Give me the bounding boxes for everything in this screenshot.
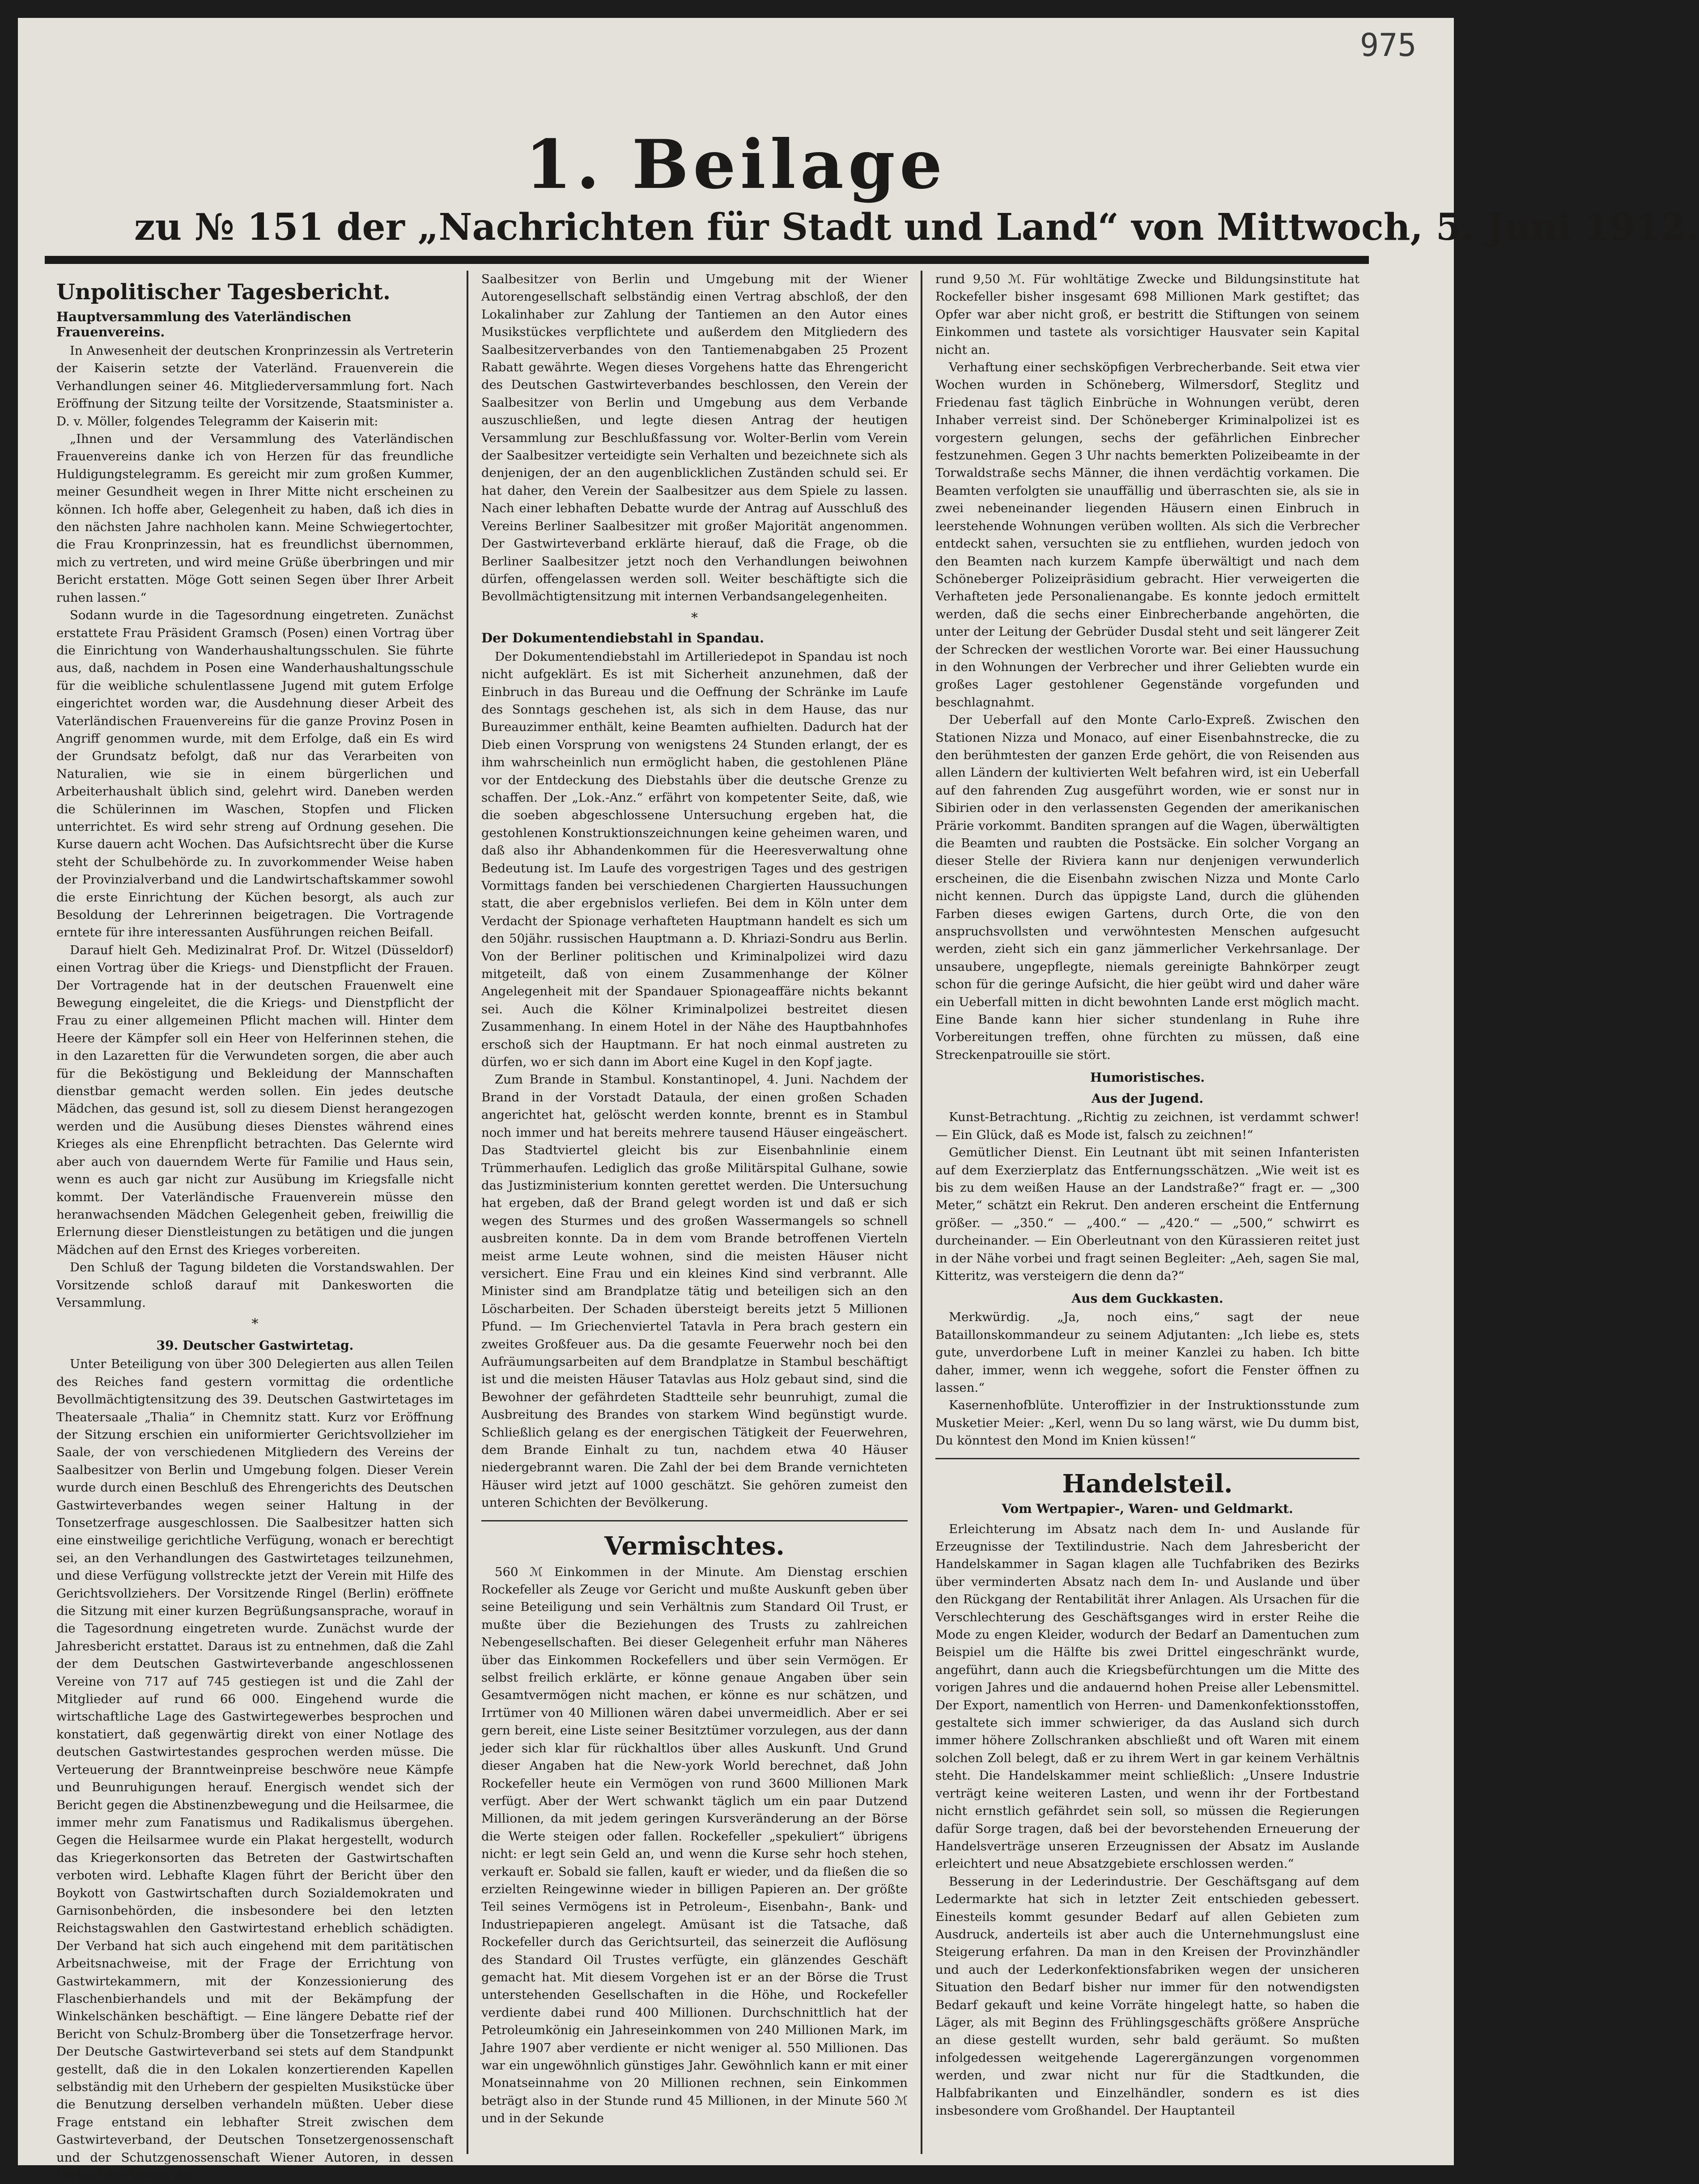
column-rule: [467, 271, 468, 2154]
column-2: [470, 271, 919, 2150]
article-paragraph: Gemütlicher Dienst. Ein Leutnant übt mit seinen Infanteristen auf dem Exerzierplatz das Entfernungsschätzen. „Wie weit ist es bis zu dem weißen Hause an der Landstraße?“ fragt er. — „300 Meter,“ schätzt ein Rekrut. Den anderen erscheint die Entfernung größer. — „350.“ — „400.“ — „420.“ — „500,“ schwirrt es durcheinander. — Ein Oberleutnant von den Kürassieren reitet just in der Nähe vorbei und fragt seinen Begleiter: „Aeh, sagen Sie mal, Kitteritz, was versteigern die denn da?“: [935, 1145, 1359, 1283]
article-paragraph: Sodann wurde in die Tagesordnung eingetreten. Zunächst erstattete Frau Präsident Gramsch (Posen) einen Vortrag über die Einrichtung von Wanderhaushaltungsschulen. Sie führte aus, daß, nachdem in Posen eine Wanderhaushaltungsschule für die weibliche schulentlassene Jugend mit gutem Erfolge eingerichtet worden war, die Ausdehnung dieser Arbeit des Vaterländischen Frauenvereins für die ganze Provinz Posen in Angriff genommen wurde, mit dem Erfolge, daß ein Es wird der Grundsatz befolgt, daß nur das Verarbeiten von Naturalien, wie sie in einem bürgerlichen und Arbeiterhaushalt üblich sind, gelehrt wird. Daneben werden die Schülerinnen im Waschen, Stopfen und Flicken unterrichtet. Es wird sehr streng auf Ordnung gesehen. Die Kurse dauern acht Wochen. Das Aufsichtsrecht über die Kurse steht der Schulbehörde zu. In zuvorkommender Weise haben der Provinzialverband und die Landwirtschaftskammer sowohl die erste Einrichtung der Küchen besorgt, als auch zur Besoldung der Lehrerinnen beigetragen. Die Vortragende erntete für ihre interessanten Ausführungen reichen Beifall.: [56, 608, 454, 940]
subsection-heading: Humoristisches.: [1090, 1070, 1205, 1085]
article-paragraph: Verhaftung einer sechsköpfigen Verbrecherbande. Seit etwa vier Wochen wurden in Schöneberg, Wilmersdorf, Steglitz und Friedenau fast täglich Einbrüche in Wohnungen verübt, deren Inhaber verreist sind. Der Schöneberger Kriminalpolizei ist es vorgestern gelungen, sechs der gefährlichen Einbrecher festzunehmen. Gegen 3 Uhr nachts bemerkten Polizeibeamte in der Torwaldstraße sechs Männer, die ihnen verdächtig vorkamen. Die Beamten verfolgten sie unauffällig und überraschten sie, als sie in zwei nebeneinander liegenden Häusern einen Einbruch in leerstehende Wohnungen verüben wollten. Als sich die Verbrecher entdeckt sahen, versuchten sie zu entfliehen, wurden jedoch von den Beamten nach kurzem Kampfe überwältigt und nach dem Schöneberger Polizeipräsidium gebracht. Hier verweigerten die Verhafteten jede Personalienangabe. Es konnte jedoch ermittelt werden, daß die sechs einer Einbrecherbande angehörten, die unter der Leitung der Gebrüder Dusdal steht und seit längerer Zeit der Schrecken der westlichen Vororte war. Bei einer Haussuchung in den Wohnungen der Verbrecher und ihrer Geliebten wurde ein großes Lager gestohlener Gegenstände vorgefunden und beschlagnahmt.: [935, 360, 1359, 710]
article-paragraph: Kasernenhofblüte. Unteroffizier in der Instruktionsstunde zum Musketier Meier: „Kerl, wenn Du so lang wärst, wie Du dumm bist, Du könntest den Mond im Knien küssen!“: [935, 1398, 1359, 1448]
article-heading: Hauptversammlung des Vaterländischen Frauenvereins.: [56, 309, 352, 340]
section-heading: Unpolitischer Tagesbericht.: [56, 280, 391, 305]
section-heading: Vermischtes.: [604, 1531, 785, 1561]
section-heading: Handelsteil.: [1062, 1469, 1233, 1499]
column-3: [924, 271, 1371, 2150]
article-paragraph: 560 ℳ Einkommen in der Minute. Am Dienstag erschien Rockefeller als Zeuge vor Gericht und mußte Auskunft geben über seine Beteiligung und sein Verhältnis zum Standard Oil Trust, er mußte über die Beziehungen des Trusts zu zahlreichen Nebengesellschaften. Bei dieser Gelegenheit erfuhr man Näheres über das Einkommen Rockefellers und über sein Vermögen. Er selbst freilich erklärte, er könne genaue Angaben über sein Gesamtvermögen nicht machen, er könne es nur schätzen, und Irrtümer von 40 Millionen wären dabei unvermeidlich. Aber er sei gern bereit, eine Liste seiner Besitztümer vorzulegen, aus der dann jeder sich klar für rückhaltlos über alles Auskunft. Und Grund dieser Angaben hat die New-york World berechnet, daß John Rockefeller heute ein Vermögen von rund 3600 Millionen Mark verfügt. Aber der Wert schwankt täglich um ein paar Dutzend Millionen, da mit jedem geringen Kursveränderung an der Börse die Werte steigen oder fallen. Rockefeller „spekuliert“ übrigens nicht: er legt sein Geld an, und wenn die Kurse sehr hoch stehen, verkauft er. Sobald sie fallen, kauft er wieder, und da fließen die so erzielten Reingewinne wieder in billigen Papieren an. Der größte Teil seines Vermögens ist in Petroleum-, Eisenbahn-, Bank- und Industriepapieren angelegt. Amüsant ist die Tatsache, daß Rockefeller durch das Gerichtsurteil, das seinerzeit die Auflösung des Standard Oil Trustes verfügte, ein glänzendes Geschäft gemacht hat. Mit diesem Vorgehen ist er an der Börse die Trust unterstehenden Gesellschaften in die Höhe, und Rockefeller verdiente dabei rund 400 Millionen. Durchschnittlich hat der Petroleumkönig ein Jahreseinkommen von 240 Millionen Mark, im Jahre 1907 aber verdiente er nicht weniger al. 550 Millionen. Das war ein ungewöhnlich günstiges Jahr. Gewöhnlich kann er mit einer Monatseinnahme von 20 Millionen rechnen, sein Einkommen beträgt also in der Stunde rund 45 Millionen, in der Minute 560 ℳ und in der Sekunde: [481, 1564, 908, 2126]
subsection-heading: Aus der Jugend.: [1091, 1091, 1204, 1106]
header-rule: [45, 256, 1369, 264]
issue-line: zu № 151 der „Nachrichten für Stadt und Land“ von Mittwoch, 5. Juni 1912.: [134, 206, 1699, 249]
article-paragraph: Erleichterung im Absatz nach dem In- und Auslande für Erzeugnisse der Textilindustrie. Nach dem Jahresbericht der Handelskammer in Sagan klagen alle Tuchfabriken des Bezirks über verminderten Absatz nach dem In- und Auslande und über den Rückgang der Rentabilität ihrer Anlagen. Als Ursachen für die Verschlechterung des Geschäftsganges wird in erster Reihe die Mode zu engen Kleider, wodurch der Bedarf an Damentuchen zum Beispiel um die Hälfte bis zwei Drittel eingeschränkt wurde, angeführt, dann auch die Kriegsbefürchtungen um die Mitte des vorigen Jahres und die andauernd hohen Preise aller Lebensmittel. Der Export, namentlich von Herren- und Damenkonfektionsstoffen, gestaltete sich immer schwieriger, da das Ausland sich durch immer höhere Zollschranken abschließt und oft Waren mit einem solchen Zoll belegt, daß er zu ihrem Wert in gar keinem Verhältnis steht. Die Handelskammer meint schließlich: „Unsere Industrie verträgt keine weiteren Lasten, und wenn ihr der Fortbestand nicht ernstlich gefährdet sein soll, so müssen die Regierungen dafür Sorge tragen, daß bei der bevorstehenden Erneuerung der Handelsverträge unseren Erzeugnissen der Absatz im Auslande erleichtert und neue Absatzgebiete erschlossen werden.“: [935, 1521, 1359, 1871]
article-paragraph: Der Ueberfall auf den Monte Carlo-Expreß. Zwischen den Stationen Nizza und Monaco, auf einer Eisenbahnstrecke, die zu den berühmtesten der ganzen Erde gehört, die von Reisenden aus allen Ländern der kultivierten Welt befahren wird, ist ein Ueberfall auf den fahrenden Zug ausgeführt worden, wie er sonst nur in Sibirien oder in den verlassensten Gegenden der amerikanischen Prärie vorkommt. Banditen sprangen auf die Wagen, überwältigten die Beamten und raubten die Postsäcke. Ein solcher Vorgang an dieser Stelle der Riviera kann nur denjenigen verwunderlich erscheinen, die die Eisenbahn zwischen Nizza und Monte Carlo nicht kennen. Durch das üppigste Land, durch die glühenden Farben dieses ewigen Gartens, durch Orte, die von den anspruchsvollsten und verwöhntesten Menschen aufgesucht werden, zieht sich ein ganz jämmerlicher Verkehrsanlage. Der unsaubere, ungepflegte, niemals gereinigte Bahnkörper zeugt schon für die geringe Aufsicht, die hier geübt wird und daher wäre ein Ueberfall mitten in dicht bewohnten Lande erst möglich macht. Eine Bande kann hier sicher stundenlang in Ruhe ihre Vorbereitungen treffen, ohne fürchten zu müssen, daß eine Streckenpatrouille sie stört.: [935, 713, 1359, 1062]
section-rule: [481, 1520, 908, 1521]
article-paragraph: Zum Brande in Stambul. Konstantinopel, 4. Juni. Nachdem der Brand in der Vorstadt Dataula, der einen großen Schaden angerichtet hat, gelöscht werden konnte, brennt es in Stambul noch immer und hat bereits mehrere tausend Häuser eingeäschert. Das Stadtviertel gleicht bis zur Eisenbahnlinie einem Trümmerhaufen. Lediglich das große Militärspital Gulhane, sowie das Justizministerium konnten gerettet werden. Die Untersuchung hat ergeben, daß der Brand gelegt worden ist und daß er sich wegen des Sturmes und des großen Wassermangels so schnell ausbreiten konnte. Da in dem vom Brande betroffenen Vierteln meist arme Leute wohnen, sind die meisten Häuser nicht versichert. Eine Frau und ein kleines Kind sind verbrannt. Alle Minister sind am Brandplatze tätig und beteiligen sich an den Löscharbeiten. Der Schaden übersteigt bereits jetzt 5 Millionen Pfund. — Im Griechenviertel Tatavla in Pera brach gestern ein zweites Großfeuer aus. Da die gesamte Feuerwehr noch bei den Aufräumungsarbeiten auf dem Brandplatze in Stambul beschäftigt ist und die meisten Häuser Tatavlas aus Holz gebaut sind, sind die Bewohner der gefährdeten Stadtteile sehr beunruhigt, zumal die Ausbreitung des Brandes von starkem Wind begünstigt wurde. Schließlich gelang es der energischen Tätigkeit der Feuerwehren, dem Brande Einhalt zu tun, nachdem etwa 40 Häuser niedergebrannt waren. Die Zahl der bei dem Brande vernichteten Häuser wird jetzt auf 1000 geschätzt. Sie gehören zumeist den unteren Schichten der Bevölkerung.: [481, 1072, 908, 1510]
article-paragraph: Kunst-Betrachtung. „Richtig zu zeichnen, ist verdammt schwer! — Ein Glück, daß es Mode ist, falsch zu zeichnen!“: [935, 1110, 1359, 1142]
page-number: 975: [1360, 27, 1417, 64]
supplement-title: 1. Beilage: [525, 125, 947, 204]
masthead: [18, 18, 1699, 268]
article-heading: Der Dokumentendiebstahl in Spandau.: [481, 630, 765, 646]
section-subheading: Vom Wertpapier-, Waren- und Geldmarkt.: [1002, 1501, 1293, 1516]
subsection-heading: 39. Deutscher Gastwirtetag.: [156, 1338, 354, 1353]
article-paragraph: Unter Beteiligung von über 300 Delegierten aus allen Teilen des Reiches fand gestern vormittag die ordentliche Bevollmächtigtensitzung des 39. Deutschen Gastwirtetages im Theatersaale „Thalia“ in Chemnitz statt. Kurz vor Eröffnung der Sitzung erschien ein uniformierter Gerichtsvollzieher im Saale, der von verschiedenen Mitgliedern des Vereins der Saalbesitzer von Berlin und Umgebung folgen. Dieser Verein wurde durch einen Beschluß des Ehrengerichts des Deutschen Gastwirteverbandes wegen seiner Haltung in der Tonsetzerfrage ausgeschlossen. Die Saalbesitzer hatten sich eine einstweilige gerichtliche Verfügung, wonach er berechtigt sei, an den Verhandlungen des Gastwirtetages teilzunehmen, und diese Verfügung vollstreckte jetzt der Verein mit Hilfe des Gerichtsvollziehers. Der Vorsitzende Ringel (Berlin) eröffnete die Sitzung mit einer kurzen Begrüßungsansprache, worauf in die Tagesordnung eingetreten wurde. Zunächst wurde der Jahresbericht erstattet. Daraus ist zu entnehmen, daß die Zahl der dem Deutschen Gastwirteverbande angeschlossenen Vereine von 717 auf 745 gestiegen ist und die Zahl der Mitglieder auf rund 66 000. Eingehend wurde die wirtschaftliche Lage des Gastwirtegewerbes besprochen und konstatiert, daß gegenwärtig direkt von einer Notlage des deutschen Gastwirtestandes gesprochen werden müsse. Die Verteuerung der Branntweinpreise beschwöre neue Kämpfe und Beunruhigungen herauf. Energisch wendet sich der Bericht gegen die Abstinenzbewegung und die Heilsarmee, die immer mehr zum Fanatismus und Radikalismus übergehen. Gegen die Heilsarmee wurde ein Plakat hergestellt, wodurch das Kriegerkonsorten das Betreten der Gastwirtschaften verboten wird. Lebhafte Klagen führt der Bericht über den Boykott von Gastwirtschaften durch Sozialdemokraten und Garnisonbehörden, die insbesondere bei den letzten Reichstagswahlen den Gastwirtestand erheblich schädigten. Der Verband hat sich auch eingehend mit dem paritätischen Arbeitsnachweise, mit der Frage der Errichtung von Gastwirtekammern, mit der Konzessionierung des Flaschenbierhandels und mit der Bekämpfung der Winkelschänken beschäftigt. — Eine längere Debatte rief der Bericht von Schulz-Bromberg über die Tonsetzerfrage hervor. Der Deutsche Gastwirteverband sei stets auf dem Standpunkt gestellt, daß die in den Lokalen konzertierenden Kapellen selbständig mit den Urhebern der gespielten Musikstücke über die Benutzung derselben verhandeln müßten. Ueber diese Frage entstand ein lebhafter Streit zwischen dem Gastwirteverband, der Deutschen Tonsetzergenossenschaft und der Schutzgenossenschaft Wiener Autoren, in dessen Verlauf der Verein der: [56, 1357, 454, 2183]
section-rule: [935, 1458, 1359, 1459]
article-paragraph: Merkwürdig. „Ja, noch eins,“ sagt der neue Bataillonskommandeur zu seinem Adjutanten: „Ich liebe es, stets gute, unverdorbene Luft in meiner Kanzlei zu haben. Ich bitte daher, immer, wenn ich weggehe, sofort die Fenster öffnen zu lassen.“: [935, 1310, 1359, 1395]
separator-asterisk: *: [251, 1316, 259, 1332]
newspaper-page: [18, 18, 1699, 2183]
column-rule: [921, 271, 922, 2154]
article-paragraph: In Anwesenheit der deutschen Kronprinzessin als Vertreterin der Kaiserin setzte der Vaterländ. Frauenverein die Verhandlungen seiner 46. Mitgliederversammlung fort. Nach Eröffnung der Sitzung teilte der Vorsitzende, Staatsminister a. D. v. Möller, folgendes Telegramm der Kaiserin mit:: [56, 344, 454, 429]
article-paragraph: Saalbesitzer von Berlin und Umgebung mit der Wiener Autorengesellschaft selbständig einen Vertrag abschloß, der den Lokalinhaber zur Zahlung der Tantiemen an den Autor eines Musikstückes verpflichtete und außerdem den Mitgliedern des Saalbesitzerverbandes von den Tantiemenabgaben 25 Prozent Rabatt gewährte. Wegen dieses Vorgehens hatte das Ehrengericht des Deutschen Gastwirteverbandes beschlossen, den Verein der Saalbesitzer von Berlin und Umgebung aus dem Verbande auszuschließen, und legte diesen Antrag der heutigen Versammlung zur Beschlußfassung vor. Wolter-Berlin vom Verein der Saalbesitzer verteidigte sein Verhalten und bezeichnete sich als denjenigen, der an den augenblicklichen Zuständen schuld sei. Er hat daher, den Verein der Saalbesitzer aus dem Spiele zu lassen. Nach einer lebhaften Debatte wurde der Antrag auf Ausschluß des Vereins Berliner Saalbesitzer mit großer Majorität angenommen. Der Gastwirteverband erklärte hierauf, daß die Frage, ob die Berliner Saalbesitzer jetzt noch den Verhandlungen beiwohnen dürfen, offengelassen werden soll. Weiter beschäftigte sich die Bevollmächtigtensitzung mit internen Verbandsangelegenheiten.: [481, 272, 908, 604]
article-paragraph: Darauf hielt Geh. Medizinalrat Prof. Dr. Witzel (Düsseldorf) einen Vortrag über die Kriegs- und Dienstpflicht der Frauen. Der Vortragende hat in der deutschen Frauenwelt eine Bewegung eingeleitet, die die Kriegs- und Dienstpflicht der Frau zu einer allgemeinen Pflicht machen will. Hinter dem Heere der Kämpfer soll ein Heer von Helferinnen stehen, die in den Lazaretten für die Verwundeten sorgen, die aber auch für die Beköstigung und Bekleidung der Mannschaften dienstbar gemacht werden sollen. Ein jedes deutsche Mädchen, das gesund ist, soll zu diesem Dienst herangezogen werden und die Ausübung dieses Dienstes während eines Krieges als eine Ehrenpflicht betrachten. Das Gelernte wird aber auch von dauerndem Werte für Familie und Haus sein, wenn es auch gar nicht zur Ausübung im Kriegsfalle nicht kommt. Der Vaterländische Frauenverein müsse den heranwachsenden Mädchen Gelegenheit geben, freiwillig die Erlernung dieser Dienstleistungen zu betätigen und die jungen Mädchen auf den Ernst des Krieges vorbereiten.: [56, 943, 454, 1257]
article-paragraph: „Ihnen und der Versammlung des Vaterländischen Frauenvereins danke ich von Herzen für das freundliche Huldigungstelegramm. Es gereicht mir zum großen Kummer, meiner Gesundheit wegen in Ihrer Mitte nicht erscheinen zu können. Ich hoffe aber, Gelegenheit zu haben, daß ich dies in den nächsten Jahre nachholen kann. Meine Schwiegertochter, die Frau Kronprinzessin, hat es freundlichst übernommen, mich zu vertreten, und wird meine Grüße überbringen und mir Bericht erstatten. Möge Gott seinen Segen über Ihrer Arbeit ruhen lassen.“: [56, 432, 454, 605]
subsection-heading: Aus dem Guckkasten.: [1071, 1291, 1223, 1306]
article-paragraph: Der Dokumentendiebstahl im Artilleriedepot in Spandau ist noch nicht aufgeklärt. Es ist mit Sicherheit anzunehmen, daß der Einbruch in das Bureau und die Oeffnung der Schränke im Laufe des Sonntags geschehen ist, als sich in dem Hause, das nur Bureauzimmer enthält, keine Beamten aufhielten. Dadurch hat der Dieb einen Vorsprung von wenigstens 24 Stunden erlangt, der es ihm wahrscheinlich nun ermöglicht haben, die gestohlenen Pläne vor der Entdeckung des Diebstahls über die deutsche Grenze zu schaffen. Der „Lok.-Anz.“ erfährt von kompetenter Seite, daß, wie die soeben abgeschlossene Untersuchung ergeben hat, die gestohlenen Konstruktionszeichnungen keine geheimen waren, und daß also ihr Abhandenkommen für die Heeresverwaltung ohne Bedeutung ist. Im Laufe des vorgestrigen Tages und des gestrigen Vormittags fanden bei verschiedenen Chargierten Haussuchungen statt, die aber ergebnislos verliefen. Bei dem in Köln unter dem Verdacht der Spionage verhafteten Hauptmann handelt es sich um den 50jähr. russischen Hauptmann a. D. Khriazi-Sondru aus Berlin. Von der Berliner politischen und Kriminalpolizei wird dazu mitgeteilt, daß von einem Zusammenhange der Kölner Angelegenheit mit der Spandauer Spionageaffäre nichts bekannt sei. Auch die Kölner Kriminalpolizei bestreitet diesen Zusammenhang. In einem Hotel in der Nähe des Hauptbahnhofes erschoß sich der Hauptmann. Er hat noch einmal austreten zu dürfen, wo er sich dann im Abort eine Kugel in den Kopf jagte.: [481, 649, 908, 1070]
article-paragraph: rund 9,50 ℳ. Für wohltätige Zwecke und Bildungsinstitute hat Rockefeller bisher insgesamt 698 Millionen Mark gestiftet; das Opfer war aber nicht groß, er bestritt die Stiftungen von seinem Einkommen und tastete als vorsichtiger Hausvater sein Kapital nicht an.: [935, 272, 1359, 357]
column-1: [45, 271, 465, 2183]
article-paragraph: Den Schluß der Tagung bildeten die Vorstandswahlen. Der Vorsitzende schloß darauf mit Dankesworten die Versammlung.: [56, 1260, 454, 1310]
separator-asterisk: *: [691, 610, 698, 626]
article-paragraph: Besserung in der Lederindustrie. Der Geschäftsgang auf dem Ledermarkte hat sich in letzter Zeit entschieden gebessert. Einesteils kommt gesunder Bedarf auf allen Gebieten zum Ausdruck, anderteils ist aber auch die Unternehmungslust eine Steigerung erfahren. Da man in den Kreisen der Provinzhändler und auch der Lederkonfektionsfabriken wegen der unsicheren Situation den Bedarf bisher nur immer für den notwendigsten Bedarf gekauft und keine Vorräte hingelegt hatte, so haben die Läger, als mit Beginn des Frühlingsgeschäfts größere Ansprüche an diese gestellt wurden, sehr bald geräumt. So mußten infolgedessen weitgehende Lagerergänzungen vorgenommen werden, und zwar nicht nur für die Stadtkunden, die Halbfabrikanten und Einzelhändler, sondern es ist dies insbesondere vom Großhandel. Der Hauptanteil: [935, 1874, 1359, 2118]
